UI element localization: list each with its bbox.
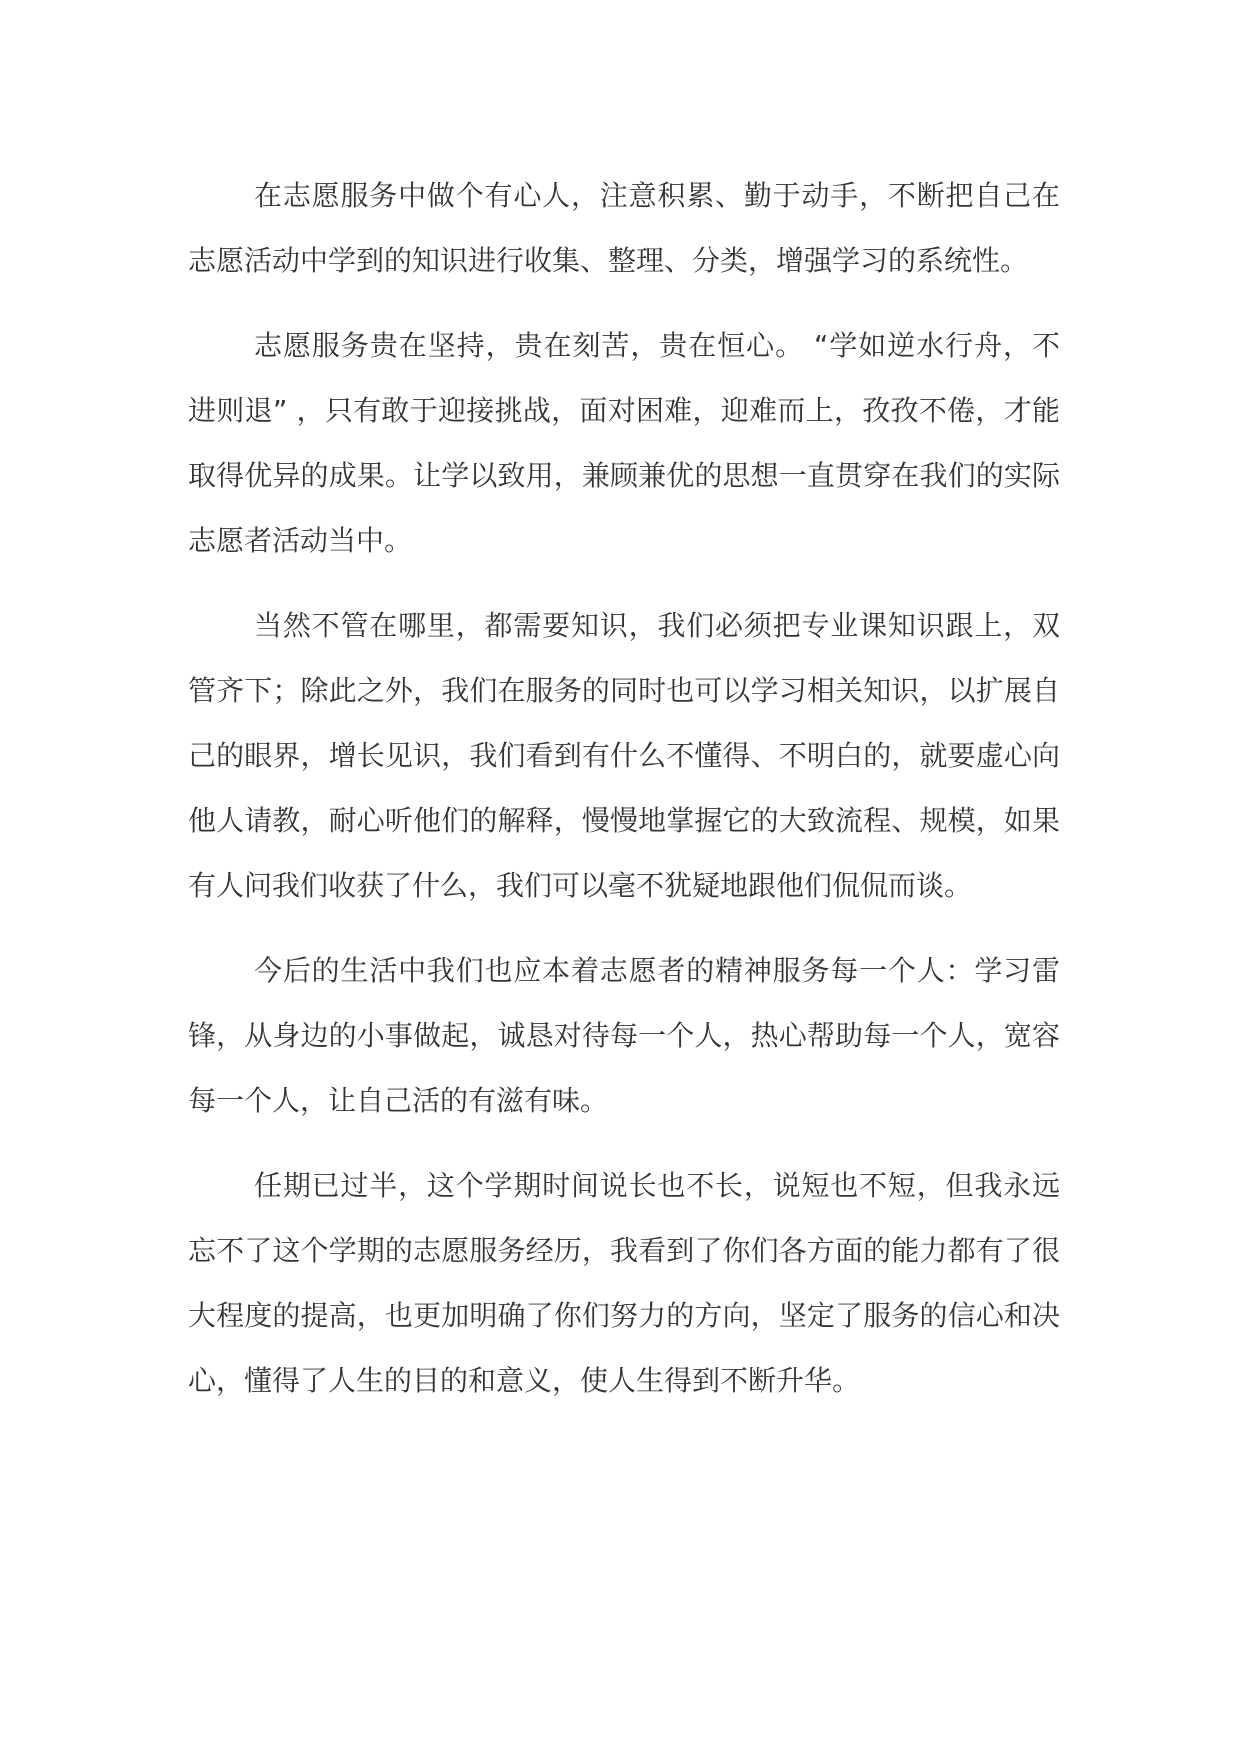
paragraph-1: 在志愿服务中做个有心人，注意积累、勤于动手，不断把自己在志愿活动中学到的知识进行收集、整理、分类，增强学习的系统性。 (188, 179, 1060, 277)
paragraph-2: 志愿服务贵在坚持，贵在刻苦，贵在恒心。 “学如逆水行舟，不进则退” ，只有敢于迎接挑战，面对困难，迎难而上，孜孜不倦，才能取得优异的成果。让学以致用，兼顾兼优的思想一直贯穿在我们的实际志愿者活动当中。 (188, 329, 1060, 557)
paragraph-3: 当然不管在哪里，都需要知识，我们必须把专业课知识跟上，双管齐下；除此之外，我们在服务的同时也可以学习相关知识，以扩展自己的眼界，增长见识，我们看到有什么不懂得、不明白的，就要虚心向他人请教，耐心听他们的解释，慢慢地掌握它的大致流程、规模，如果有人问我们收获了什么，我们可以毫不犹疑地跟他们侃侃而谈。 (188, 609, 1060, 902)
paragraph-4: 今后的生活中我们也应本着志愿者的精神服务每一个人：学习雷锋，从身边的小事做起，诚恳对待每一个人，热心帮助每一个人，宽容每一个人，让自己活的有滋有味。 (188, 954, 1060, 1117)
document-body (188, 163, 1060, 1433)
paragraph-5: 任期已过半，这个学期时间说长也不长，说短也不短，但我永远忘不了这个学期的志愿服务经历，我看到了你们各方面的能力都有了很大程度的提高，也更加明确了你们努力的方向，坚定了服务的信心和决心，懂得了人生的目的和意义，使人生得到不断升华。 (188, 1169, 1060, 1397)
